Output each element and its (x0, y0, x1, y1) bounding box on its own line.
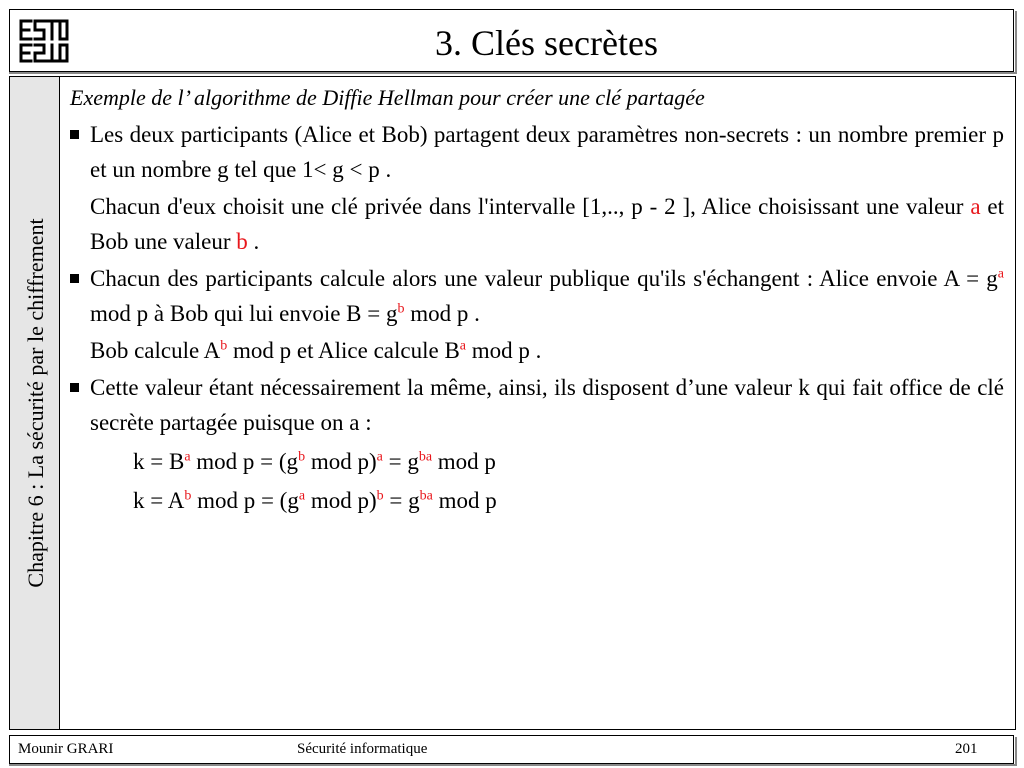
exponent: a (459, 338, 466, 354)
text-run: mod p = (g (190, 449, 299, 474)
text-run: mod p et Alice calcule B (227, 338, 460, 363)
exponent: b (298, 449, 306, 465)
example-subtitle: Exemple de l’ algorithme de Diffie Hellman pour créer une clé partagée (70, 85, 705, 110)
var-a: a (970, 194, 981, 219)
footer-course: Sécurité informatique (297, 741, 428, 757)
exponent: b (397, 301, 405, 317)
estm-logo-icon (17, 15, 69, 67)
exponent: b (184, 488, 192, 504)
exponent: a (298, 488, 306, 504)
text-run: Chacun des participants calcule alors une valeur publique qu'ils s'échangent : Alice envoie A = g (90, 266, 998, 291)
chapter-label: Chapitre 6 : La sécurité par le chiffrement (23, 218, 48, 588)
text-run: Chacun d'eux choisit une clé privée dans l'intervalle [1,.., p - 2 ], Alice choisissant une valeur (90, 194, 971, 219)
slide-header (9, 9, 1014, 72)
exponent: b (376, 488, 384, 504)
square-bullet-icon (70, 274, 79, 283)
bullet-shared-key (70, 370, 1004, 440)
text-run: = g (382, 449, 419, 474)
text-run: = g (383, 488, 420, 513)
slide-content (60, 76, 1016, 730)
square-bullet-icon (70, 130, 79, 139)
text-run: mod p . (404, 301, 480, 326)
text-run: . (247, 229, 260, 254)
text-run: mod p (432, 449, 496, 474)
page-number: 201 (955, 741, 978, 757)
exponent: a (376, 449, 383, 465)
exponent: ba (419, 488, 433, 504)
text-run: mod p) (305, 488, 377, 513)
slide-body (70, 83, 1004, 518)
text-run: et Bob une valeur (90, 194, 1004, 254)
bullet-text: Les deux participants (Alice et Bob) partagent deux paramètres non-secrets : un nombre premier p et un nombre g tel que 1< g < p . (90, 122, 1004, 182)
bullet-public-values (70, 261, 1004, 331)
square-bullet-icon (70, 383, 79, 392)
slide-title: 3. Clés secrètes (435, 23, 658, 63)
text-run: mod p = (g (191, 488, 299, 513)
exponent: a (184, 449, 191, 465)
text-run: mod p (432, 488, 497, 513)
exponent: b (220, 338, 228, 354)
slide-footer (9, 735, 1014, 764)
bullet-text: Cette valeur étant nécessairement la même, ainsi, ils disposent d’une valeur k qui fait office de clé secrète partagée puisque on a : (90, 375, 1004, 435)
text-run: Bob calcule A (90, 338, 221, 363)
text-run: k = A (133, 488, 185, 513)
var-b: b (236, 229, 248, 254)
exponent: a (997, 266, 1004, 282)
text-run: mod p à Bob qui lui envoie B = g (90, 301, 398, 326)
private-key-paragraph (70, 189, 1004, 259)
exponent: ba (418, 449, 433, 465)
formula-k-from-B (70, 444, 1004, 479)
bullet-parameters (70, 117, 1004, 187)
footer-author: Mounir GRARI (18, 741, 114, 757)
formula-k-from-A (70, 483, 1004, 518)
text-run: k = B (133, 449, 185, 474)
text-run: mod p . (466, 338, 542, 363)
compute-paragraph (70, 333, 1004, 368)
text-run: mod p) (305, 449, 377, 474)
